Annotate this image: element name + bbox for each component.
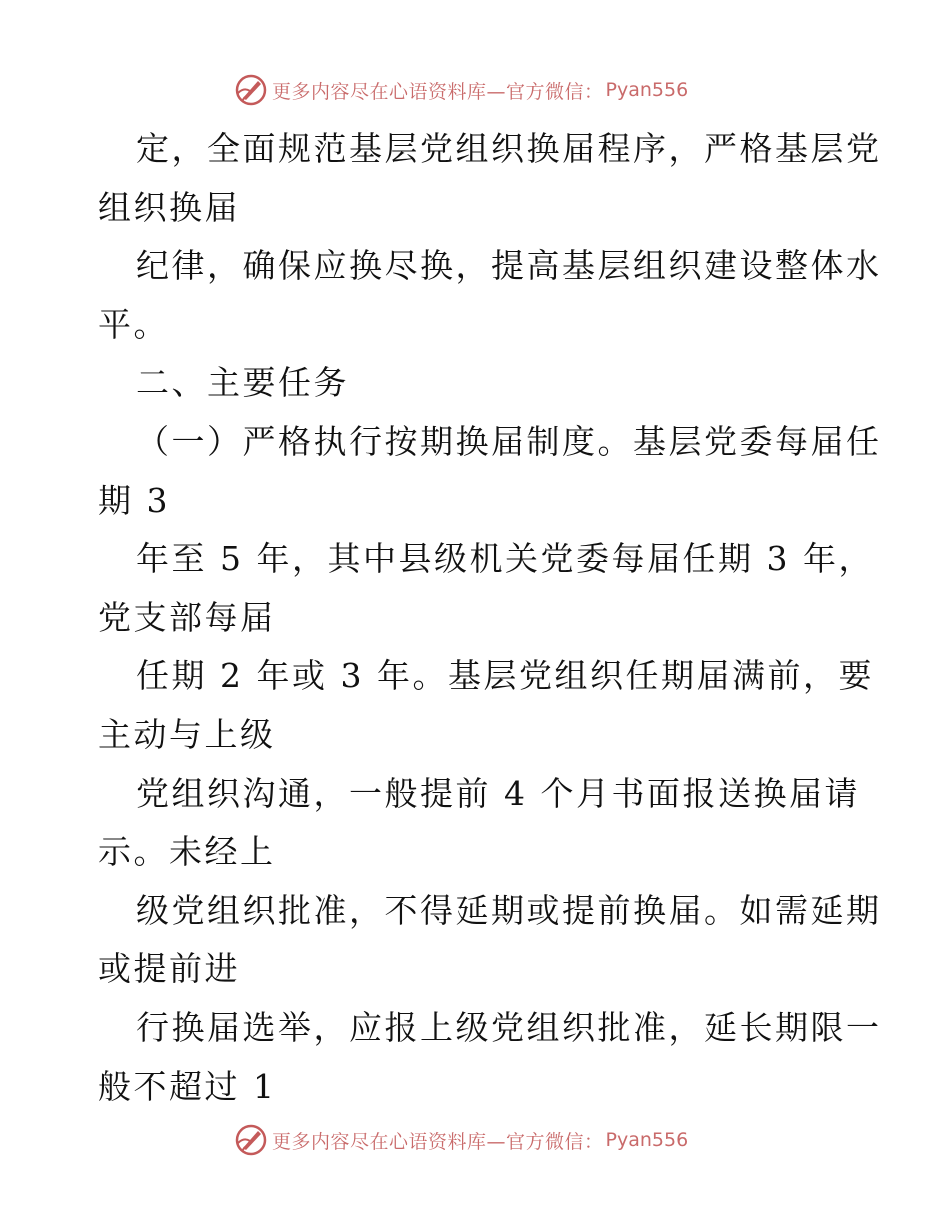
text-line: （一）严格执行按期换届制度。基层党委每届任 [136, 421, 882, 461]
text-line: 纪律，确保应换尽换，提高基层组织建设整体水 [136, 246, 882, 286]
text-line: 年至 5 年，其中县级机关党委每届任期 3 年， [136, 539, 874, 579]
section-heading: 二、主要任务 [136, 363, 349, 403]
text-line: 级党组织批准，不得延期或提前换届。如需延期 [136, 890, 882, 930]
text-line: 或提前进 [98, 949, 240, 989]
watermark-site-text: 更多内容尽在心语资料库—官方微信： [272, 1130, 604, 1153]
text-line: 般不超过 1 [98, 1066, 277, 1106]
text-line: 党支部每届 [98, 597, 276, 637]
text-line: 定，全面规范基层党组织换届程序，严格基层党 [136, 129, 882, 168]
document-body [98, 120, 882, 1116]
text-line: 组织换届 [98, 187, 240, 227]
text-line: 任期 2 年或 3 年。基层党组织任期届满前，要 [136, 656, 874, 696]
text-line: 党组织沟通，一般提前 4 个月书面报送换届请 [136, 773, 860, 813]
footer-watermark [234, 1122, 688, 1158]
quill-logo-icon [234, 1123, 268, 1157]
watermark-wechat-id: Pyan556 [605, 79, 689, 101]
watermark-site-text: 更多内容尽在心语资料库—官方微信： [272, 80, 604, 103]
text-line: 示。未经上 [98, 832, 276, 872]
text-line: 期 3 [98, 480, 170, 520]
text-line: 平。 [98, 304, 169, 344]
quill-logo-icon [234, 73, 268, 107]
header-watermark [234, 72, 688, 108]
text-line: 行换届选举，应报上级党组织批准，延长期限一 [136, 1007, 882, 1047]
watermark-wechat-id: Pyan556 [605, 1129, 689, 1151]
text-line: 主动与上级 [98, 714, 276, 754]
